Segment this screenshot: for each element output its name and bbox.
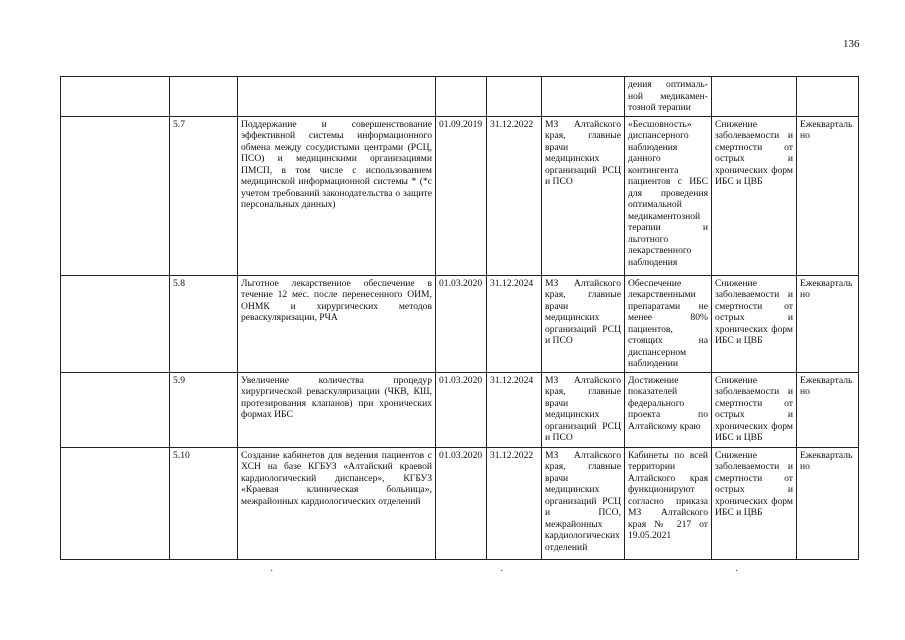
cell-activity: Поддержание и совершенствование эффективной системы информационного обмена между сосудистыми центрами (РСЦ, ПСО) и медицинскими организациями ПМСП, в том числе с использованием медицинской информационной системы * (*с учетом требований законодательства о защите персональных данных) bbox=[238, 116, 436, 275]
cell-end: 31.12.2022 bbox=[487, 116, 542, 275]
cell-indicator bbox=[712, 77, 797, 117]
cell-end bbox=[487, 77, 542, 117]
cell-activity: Создание кабинетов для ведения пациентов с ХСН на базе КГБУЗ «Алтайский краевой кардиологический диспансер», КГБУЗ «Краевая клиническая больница», межрайонных кардиологических отделений bbox=[238, 447, 436, 559]
cell-num: 5.8 bbox=[170, 275, 238, 372]
cell-result: Кабинеты по всей территории Алтайского края функционируют согласно приказа МЗ Алтайского края № 217 от 19.05.2021 bbox=[625, 447, 712, 559]
cell-start: 01.03.2020 bbox=[436, 447, 487, 559]
cell-start: 01.03.2020 bbox=[436, 275, 487, 372]
cell-num: 5.10 bbox=[170, 447, 238, 559]
cell-frequency: Ежеквартально bbox=[797, 275, 859, 372]
cell-result: Достижение показателей федерального проекта по Алтайскому краю bbox=[625, 372, 712, 447]
table-row bbox=[61, 275, 859, 372]
cell-result: Обеспечение лекарственными препаратами не менее 80% пациентов, стоящих на диспансерном наблюдении bbox=[625, 275, 712, 372]
cell-end: 31.12.2024 bbox=[487, 372, 542, 447]
table-row bbox=[61, 116, 859, 275]
cell-end: 31.12.2024 bbox=[487, 275, 542, 372]
cell-start bbox=[436, 77, 487, 117]
cell-num: 5.7 bbox=[170, 116, 238, 275]
cell-frequency: Ежеквартально bbox=[797, 372, 859, 447]
cell-num: 5.9 bbox=[170, 372, 238, 447]
cell-blank bbox=[61, 77, 170, 117]
cell-end: 31.12.2022 bbox=[487, 447, 542, 559]
cell-frequency: Ежеквартально bbox=[797, 116, 859, 275]
cell-indicator: Снижение заболеваемости и смертности от острых и хронических форм ИБС и ЦВБ bbox=[712, 447, 797, 559]
cell-indicator: Снижение заболеваемости и смертности от острых и хронических форм ИБС и ЦВБ bbox=[712, 116, 797, 275]
cell-responsible: МЗ Алтайского края, главные врачи медицинских организаций РСЦ и ПСО bbox=[542, 116, 625, 275]
cell-indicator: Снижение заболеваемости и смертности от острых и хронических форм ИБС и ЦВБ bbox=[712, 372, 797, 447]
cell-frequency: Ежеквартально bbox=[797, 447, 859, 559]
cell-blank bbox=[61, 116, 170, 275]
table-row bbox=[61, 447, 859, 559]
cell-result: дения оптималь-ной медикамен-тозной терапии bbox=[625, 77, 712, 117]
cell-indicator: Снижение заболеваемости и смертности от острых и хронических форм ИБС и ЦВБ bbox=[712, 275, 797, 372]
scan-speck: · bbox=[735, 566, 739, 577]
cell-blank bbox=[61, 447, 170, 559]
cell-activity: Увеличение количества процедур хирургической реваскуляризации (ЧКВ, КШ, протезирования клапанов) при хронических формах ИБС bbox=[238, 372, 436, 447]
action-plan-table bbox=[60, 76, 859, 560]
table-row bbox=[61, 372, 859, 447]
cell-frequency bbox=[797, 77, 859, 117]
cell-blank bbox=[61, 275, 170, 372]
cell-activity: Льготное лекарственное обеспечение в течение 12 мес. после перенесенного ОИМ, ОНМК и хирургических методов реваскуляризации, РЧА bbox=[238, 275, 436, 372]
page-number: 136 bbox=[843, 38, 860, 50]
cell-start: 01.09.2019 bbox=[436, 116, 487, 275]
cell-result: «Бесшовность» диспансерного наблюдения данного контингента пациентов с ИБС для проведения оптимальной медикаментозной терапии и льготного лекарственного наблюдения bbox=[625, 116, 712, 275]
cell-responsible: МЗ Алтайского края, главные врачи медицинских организаций РСЦ и ПСО bbox=[542, 275, 625, 372]
cell-blank bbox=[61, 372, 170, 447]
cell-start: 01.03.2020 bbox=[436, 372, 487, 447]
cell-responsible: МЗ Алтайского края, главные врачи медицинских организаций РСЦ и ПСО bbox=[542, 372, 625, 447]
cell-num bbox=[170, 77, 238, 117]
table-row-continuation bbox=[61, 77, 859, 117]
cell-responsible: МЗ Алтайского края, главные врачи медицинских организаций РСЦ и ПСО, межрайонных кардиологических отделений bbox=[542, 447, 625, 559]
scan-speck: · bbox=[270, 566, 274, 577]
scan-speck: · bbox=[500, 566, 504, 577]
cell-responsible bbox=[542, 77, 625, 117]
cell-activity bbox=[238, 77, 436, 117]
